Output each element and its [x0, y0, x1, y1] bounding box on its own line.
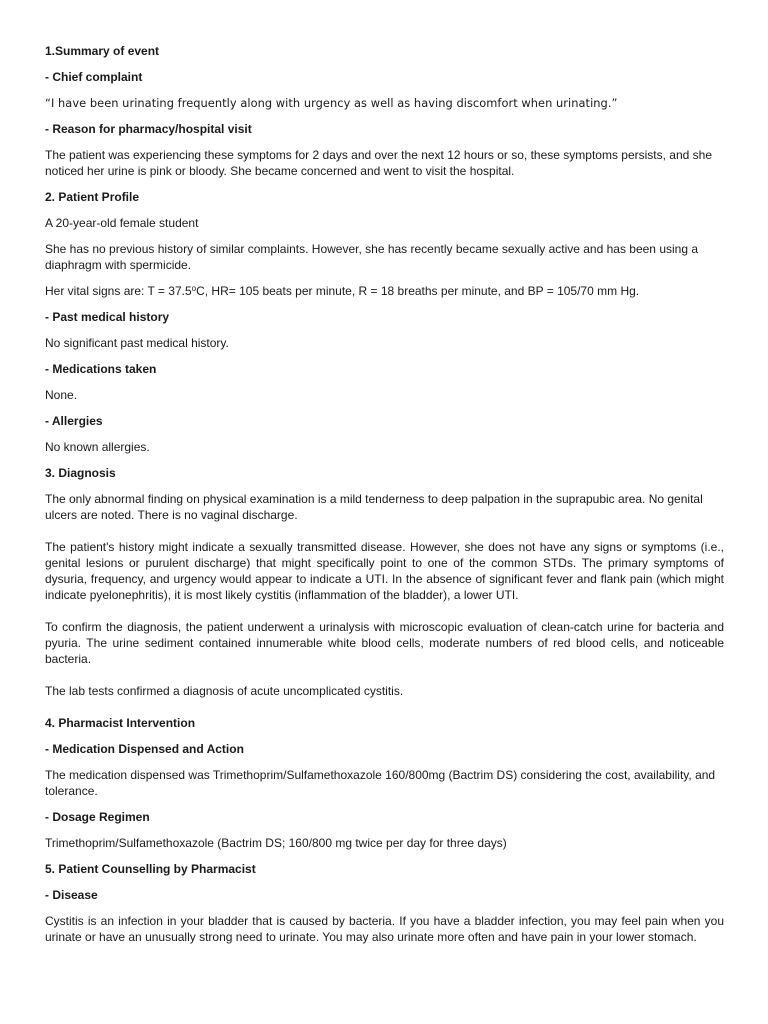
subheading-medication-dispensed: - Medication Dispensed and Action — [45, 742, 244, 756]
profile-line: A 20-year-old female student — [45, 216, 199, 230]
allergies-text: No known allergies. — [45, 440, 150, 454]
chief-complaint-quote: “I have been urinating frequently along with urgency as well as having discomfort when urinating.” — [45, 96, 618, 110]
subheading-dosage-regimen: - Dosage Regimen — [45, 810, 150, 824]
diagnosis-paragraph-urinalysis: To confirm the diagnosis, the patient underwent a urinalysis with microscopic evaluation of clean-catch urine for bacteria and pyuria. The urine sediment contained innumerable white blood cells, moderate numbers of red blood cells, and noticeable bacteria. — [45, 620, 724, 666]
document-page — [45, 43, 724, 955]
degree-superscript: o — [191, 284, 197, 293]
diagnosis-paragraph-history: The patient's history might indicate a sexually transmitted disease. However, she does not have any signs or symptoms (i.e., genital lesions or purulent discharge) that might specifically point to one of the common STDs. The primary symptoms of dysuria, frequency, and urgency would appear to indicate a UTI. In the absence of significant fever and flank pain (which might indicate pyelonephritis), it is most likely cystitis (inflammation of the bladder), a lower UTI. — [45, 540, 724, 602]
past-medical-history-text: No significant past medical history. — [45, 336, 229, 350]
section-heading-patient-profile: 2. Patient Profile — [45, 190, 140, 204]
vitals-prefix: Her vital signs are: T = 37.5 — [45, 284, 192, 298]
diagnosis-paragraph-confirmation: The lab tests confirmed a diagnosis of acute uncomplicated cystitis. — [45, 684, 404, 698]
subheading-chief-complaint: - Chief complaint — [45, 70, 143, 84]
section-heading-patient-counselling: 5. Patient Counselling by Pharmacist — [45, 862, 256, 876]
diagnosis-paragraph-exam: The only abnormal finding on physical examination is a mild tenderness to deep palpation in the suprapubic area. No genital ulcers are noted. There is no vaginal discharge. — [45, 492, 703, 522]
section-heading-summary: 1.Summary of event — [45, 44, 160, 58]
vitals-suffix: C, HR= 105 beats per minute, R = 18 breaths per minute, and BP = 105/70 mm Hg. — [196, 284, 640, 298]
profile-history-paragraph: She has no previous history of similar complaints. However, she has recently became sexually active and has been using a diaphragm with spermicide. — [45, 242, 699, 272]
subheading-past-medical-history: - Past medical history — [45, 310, 170, 324]
subheading-reason-for-visit: - Reason for pharmacy/hospital visit — [45, 122, 252, 136]
section-heading-diagnosis: 3. Diagnosis — [45, 466, 116, 480]
section-heading-pharmacist-intervention: 4. Pharmacist Intervention — [45, 716, 196, 730]
disease-paragraph: Cystitis is an infection in your bladder that is caused by bacteria. If you have a bladder infection, you may feel pain when you urinate or have an unusually strong need to urinate. You may also urinate more often and have pain in your lower stomach. — [45, 914, 724, 944]
subheading-disease: - Disease — [45, 888, 98, 902]
vital-signs-paragraph — [45, 283, 724, 299]
dosage-regimen-text: Trimethoprim/Sulfamethoxazole (Bactrim DS; 160/800 mg twice per day for three days) — [45, 836, 507, 850]
reason-paragraph: The patient was experiencing these symptoms for 2 days and over the next 12 hours or so, these symptoms persists, and she noticed her urine is pink or bloody. She became concerned and went to visit the hospital. — [45, 148, 713, 178]
subheading-allergies: - Allergies — [45, 414, 103, 428]
subheading-medications-taken: - Medications taken — [45, 362, 157, 376]
medication-dispensed-paragraph: The medication dispensed was Trimethoprim/Sulfamethoxazole 160/800mg (Bactrim DS) considering the cost, availability, and tolerance. — [45, 768, 716, 798]
medications-taken-text: None. — [45, 388, 78, 402]
